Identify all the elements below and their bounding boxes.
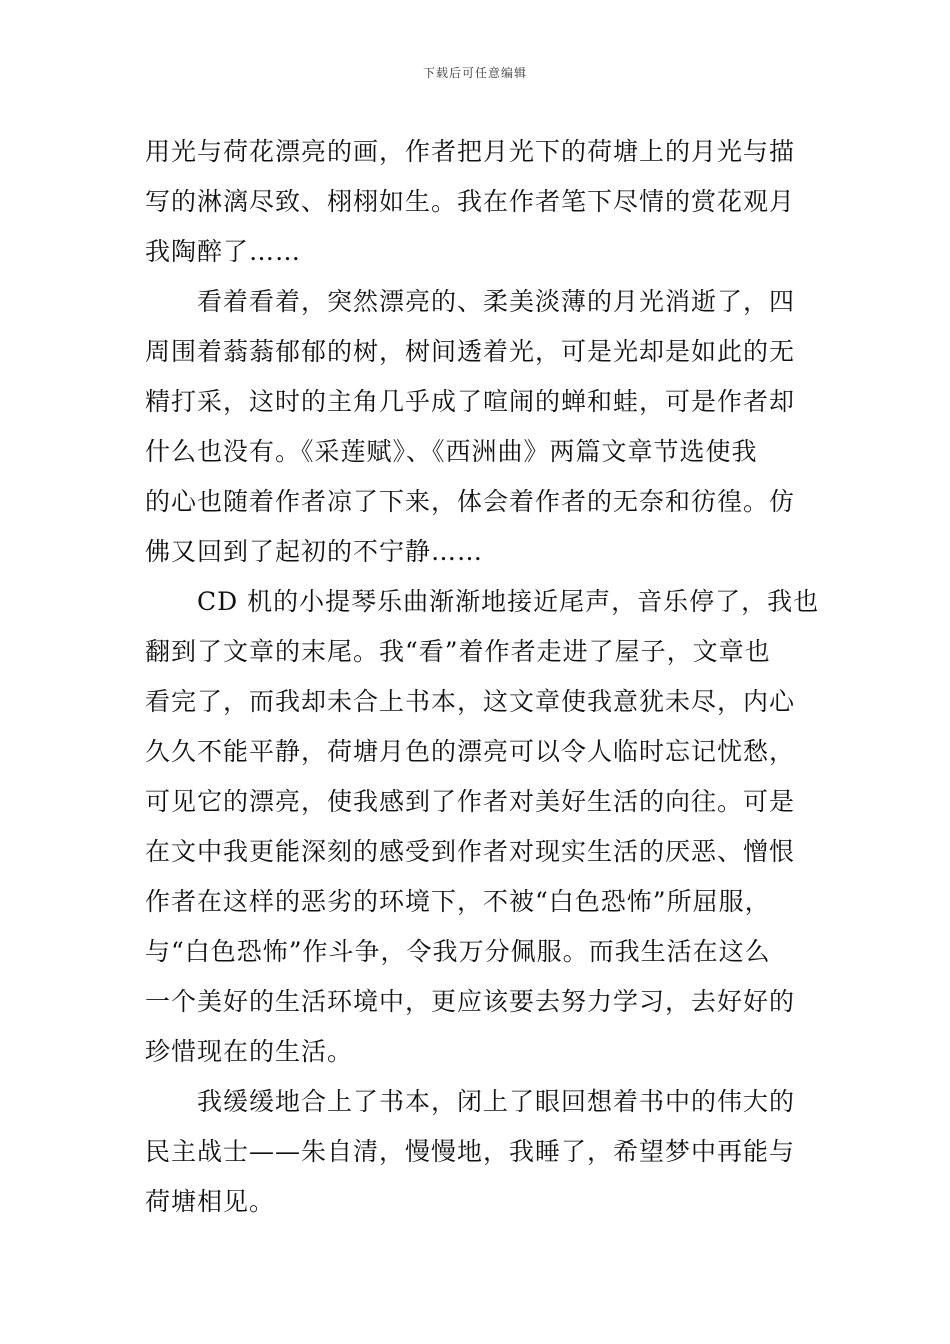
page-header: 下载后可任意编辑 (422, 66, 527, 80)
text-line: 可见它的漂亮，使我感到了作者对美好生活的向往。可是 (145, 787, 796, 816)
text-line: 用光与荷花漂亮的画，作者把月光下的荷塘上的月光与描 (145, 137, 796, 166)
text-line: 看完了，而我却未合上书本，这文章使我意犹未尽，内心 (145, 687, 796, 716)
text-line: 我缓缓地合上了书本，闭上了眼回想着书中的伟大的 (197, 1087, 796, 1116)
text-line: 精打采，这时的主角几乎成了喧闹的蝉和蛙，可是作者却 (145, 387, 796, 416)
body-text (145, 127, 820, 1227)
text-line: 在文中我更能深刻的感受到作者对现实生活的厌恶、憎恨 (145, 837, 796, 866)
text-line: 久久不能平静，荷塘月色的漂亮可以令人临时忘记忧愁， (145, 737, 796, 766)
text-line: 写的淋漓尽致、栩栩如生。我在作者笔下尽情的赏花观月 (145, 187, 796, 216)
text-line: 佛又回到了起初的不宁静…… (145, 537, 484, 566)
text-line: 我陶醉了…… (145, 237, 302, 266)
text-line: CD 机的小提琴乐曲渐渐地接近尾声，音乐停了，我也 (197, 587, 820, 616)
text-line: 看着看着，突然漂亮的、柔美淡薄的月光消逝了，四 (197, 287, 796, 316)
text-line: 作者在这样的恶劣的环境下，不被“白色恐怖”所屈服， (145, 887, 771, 916)
text-line: 民主战士——朱自清，慢慢地，我睡了，希望梦中再能与 (145, 1137, 796, 1166)
text-line: 周围着蓊蓊郁郁的树，树间透着光，可是光却是如此的无 (145, 337, 796, 366)
text-line: 珍惜现在的生活。 (145, 1037, 354, 1066)
text-line: 一个美好的生活环境中，更应该要去努力学习，去好好的 (145, 987, 796, 1016)
text-line: 与“白色恐怖”作斗争，令我万分佩服。而我生活在这么 (145, 937, 771, 966)
text-line: 翻到了文章的末尾。我“看”着作者走进了屋子，文章也 (145, 637, 771, 666)
text-line: 的心也随着作者凉了下来，体会着作者的无奈和彷徨。仿 (145, 487, 796, 516)
text-line: 什么也没有。《采莲赋》、《西洲曲》两篇文章节选使我 (145, 437, 758, 466)
text-line: 荷塘相见。 (145, 1187, 276, 1216)
